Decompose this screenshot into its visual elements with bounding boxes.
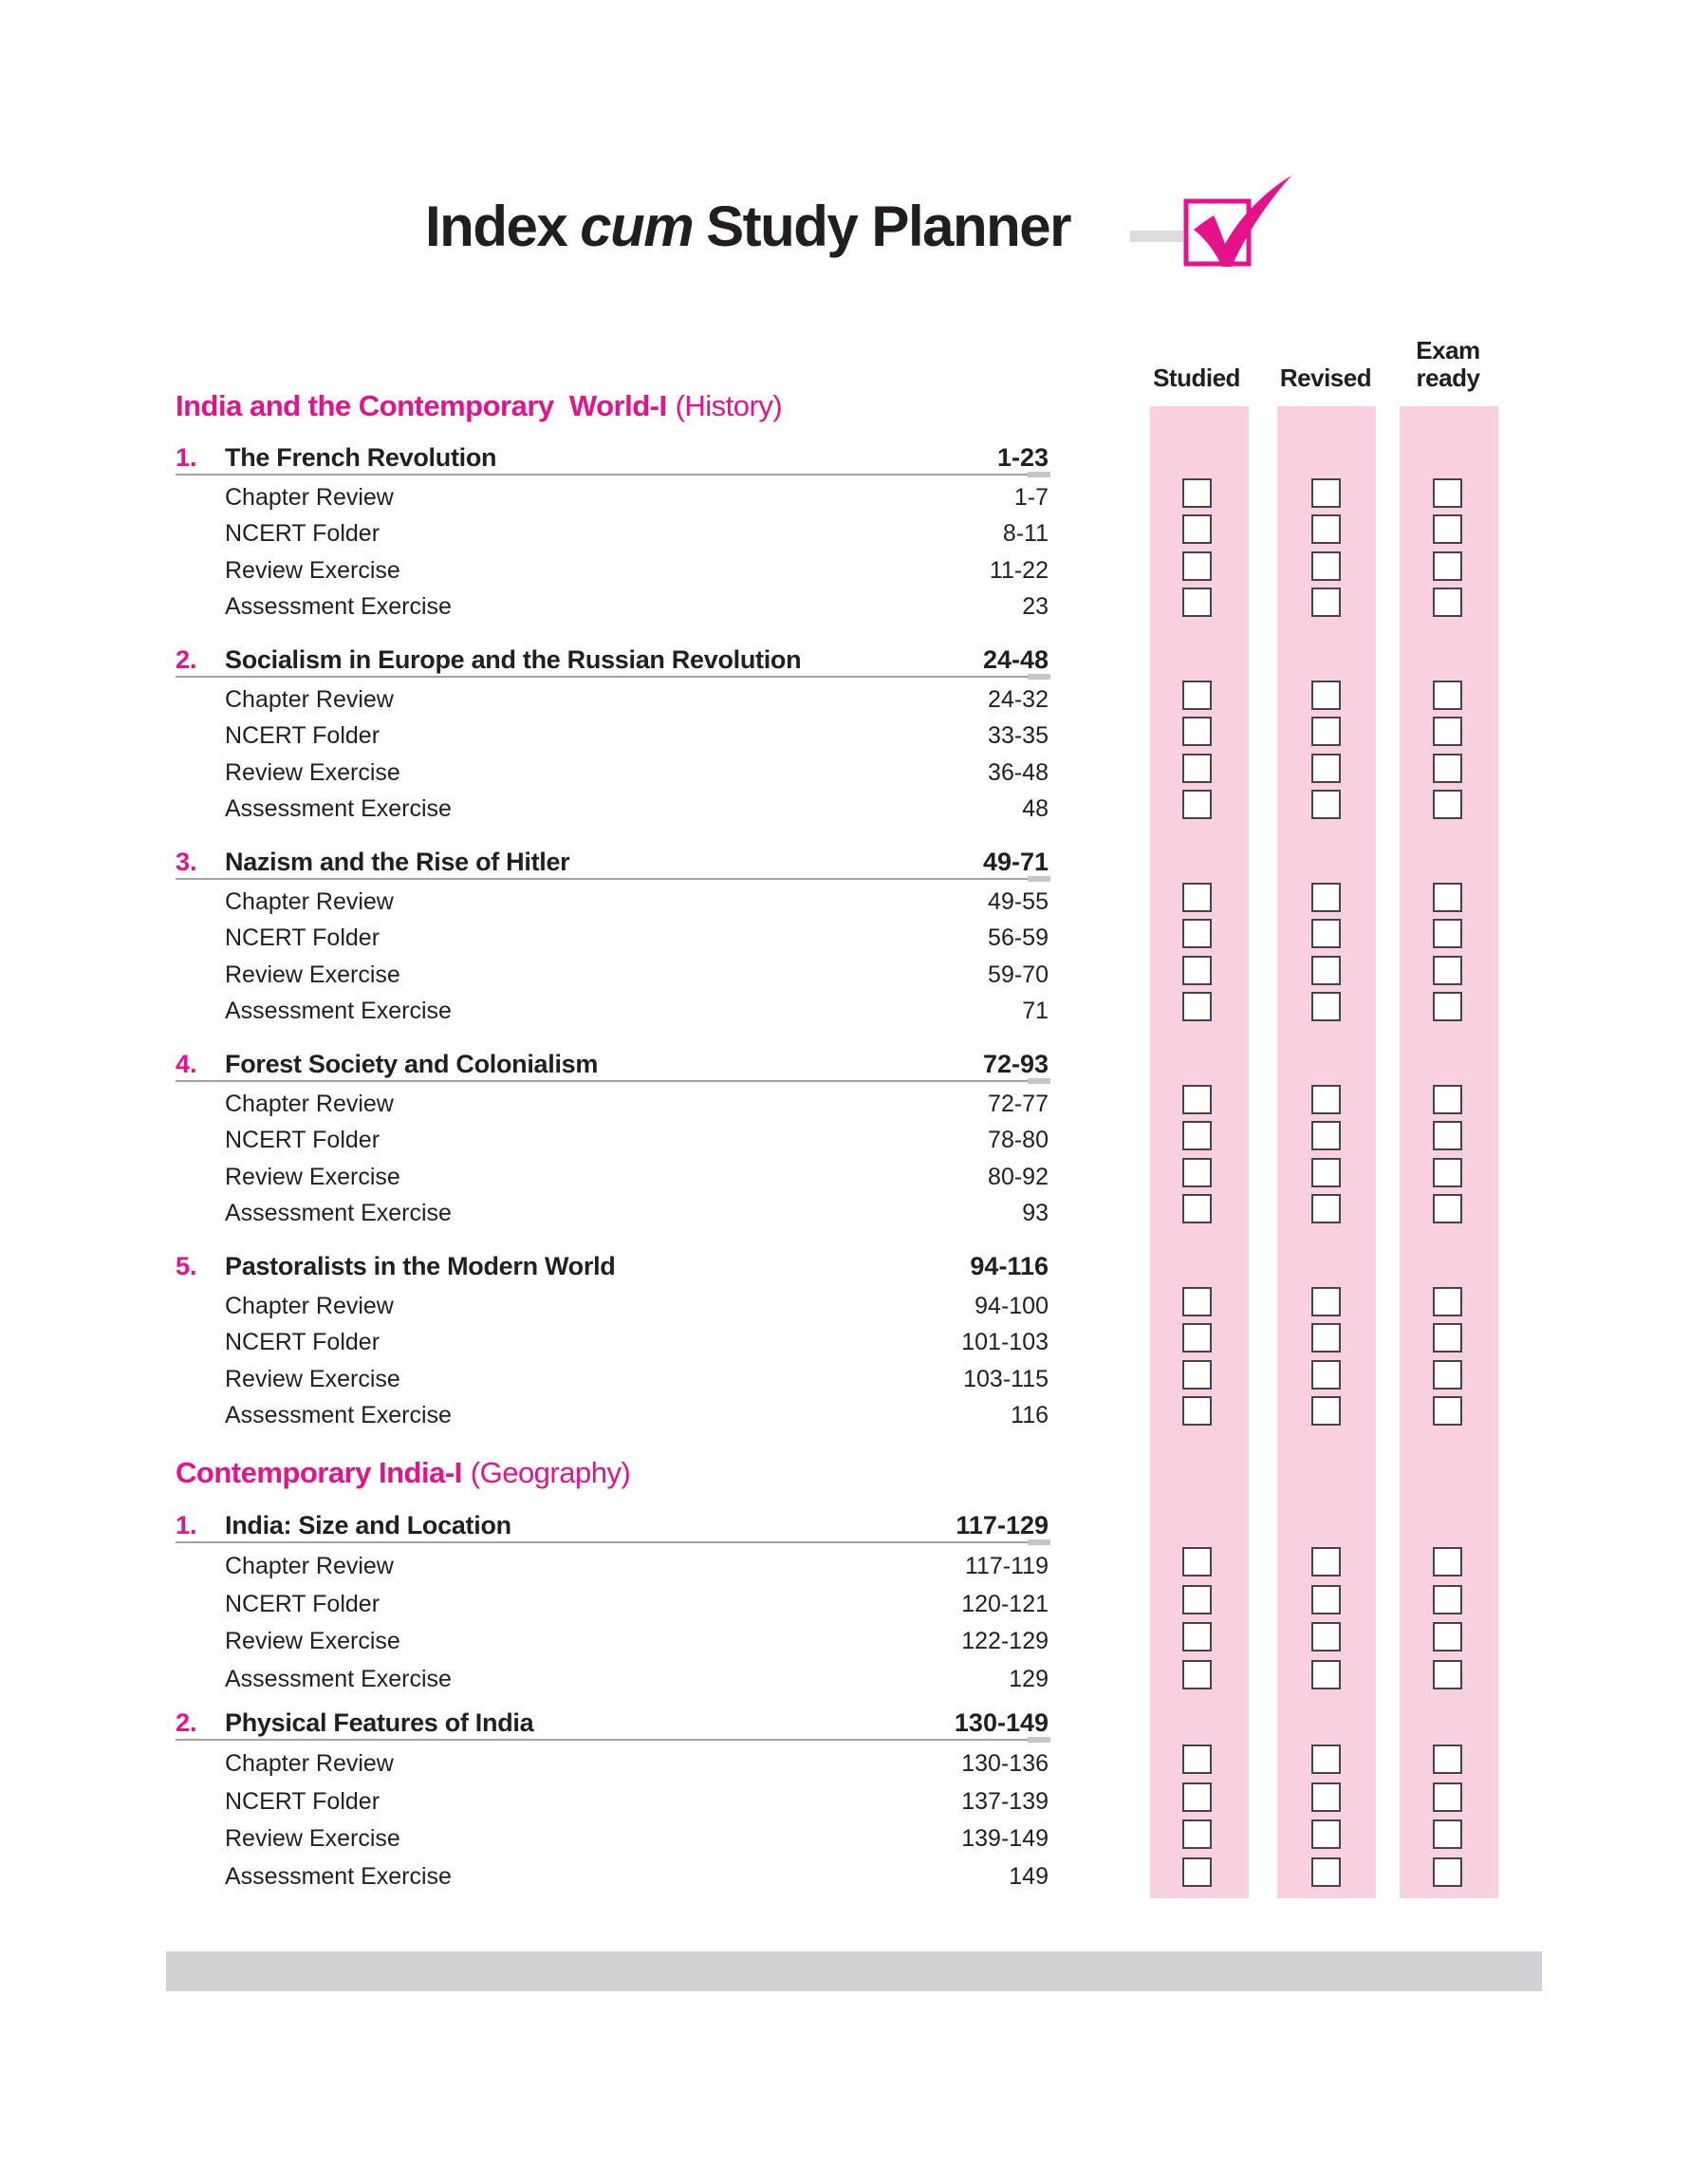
checkbox-studied[interactable] <box>1182 588 1212 617</box>
subitem-row <box>176 888 1049 917</box>
checkbox-exam-ready[interactable] <box>1433 1745 1462 1774</box>
subitem-label: Assessment Exercise <box>225 795 452 823</box>
checkbox-exam-ready[interactable] <box>1433 992 1462 1021</box>
checkbox-exam-ready[interactable] <box>1433 1660 1462 1689</box>
checkbox-revised[interactable] <box>1311 551 1341 581</box>
checkbox-revised[interactable] <box>1311 1547 1341 1577</box>
subitem-row <box>176 1091 1049 1119</box>
subitem-row <box>176 795 1049 824</box>
chapter-underline <box>176 676 1050 678</box>
subitem-row <box>176 1750 1049 1779</box>
subitem-row <box>176 722 1049 751</box>
subitem-label: Chapter Review <box>225 888 394 915</box>
subitem-row <box>176 1366 1049 1394</box>
underline-tick <box>1028 472 1050 477</box>
checkbox-exam-ready[interactable] <box>1433 1622 1462 1651</box>
checkbox-exam-ready[interactable] <box>1433 790 1462 819</box>
checkbox-studied[interactable] <box>1182 1323 1212 1353</box>
chapter-row <box>176 1252 1049 1282</box>
chapter-number: 5. <box>176 1252 197 1280</box>
section-heading-title: India and the Contemporary World-I <box>176 389 667 422</box>
checkbox-revised[interactable] <box>1311 1360 1341 1390</box>
subitem-label: Chapter Review <box>225 1750 394 1777</box>
subitem-pages: 56-59 <box>988 924 1049 952</box>
underline-tick <box>1028 876 1050 882</box>
subitem-row <box>176 1825 1049 1854</box>
subitem-pages: 78-80 <box>988 1127 1049 1154</box>
checkbox-revised[interactable] <box>1311 1121 1341 1150</box>
subitem-label: Assessment Exercise <box>225 1200 452 1227</box>
checkbox-studied[interactable] <box>1182 1121 1212 1150</box>
chapter-number: 1. <box>176 1511 197 1539</box>
checkbox-exam-ready[interactable] <box>1433 1360 1462 1390</box>
chapter-number: 2. <box>176 645 197 674</box>
chapter-title: Physical Features of India <box>225 1708 534 1737</box>
chapter-title: Socialism in Europe and the Russian Revolution <box>225 645 802 674</box>
checkbox-studied[interactable] <box>1182 1547 1212 1577</box>
checkbox-revised[interactable] <box>1311 681 1341 710</box>
subitem-pages: 33-35 <box>988 722 1049 750</box>
checkbox-studied[interactable] <box>1182 1622 1212 1651</box>
subitem-row <box>176 1553 1049 1581</box>
checkbox-studied[interactable] <box>1182 478 1212 508</box>
subitem-row <box>176 1666 1049 1694</box>
subitem-pages: 103-115 <box>963 1365 1049 1392</box>
title-dash <box>1130 231 1183 242</box>
chapter-underline <box>176 1080 1050 1082</box>
subitem-pages: 59-70 <box>988 961 1049 988</box>
checkbox-studied[interactable] <box>1182 1360 1212 1390</box>
checkbox-revised[interactable] <box>1311 1857 1341 1887</box>
subitem-label: Review Exercise <box>225 1825 400 1853</box>
subitem-label: NCERT Folder <box>225 924 381 952</box>
subitem-row <box>176 759 1049 788</box>
subitem-label: Assessment Exercise <box>225 1402 452 1429</box>
chapter-row <box>176 1050 1049 1080</box>
subitem-label: Review Exercise <box>225 1163 400 1190</box>
chapter-row <box>176 443 1049 474</box>
chapter-number: 4. <box>176 1050 197 1078</box>
checkbox-studied[interactable] <box>1182 551 1212 581</box>
checkbox-exam-ready[interactable] <box>1433 1782 1462 1812</box>
chapter-number: 3. <box>176 848 197 876</box>
chapter-pages: 49-71 <box>982 848 1049 876</box>
checkbox-studied[interactable] <box>1182 1396 1212 1426</box>
checkbox-exam-ready[interactable] <box>1433 1585 1462 1614</box>
checkbox-exam-ready[interactable] <box>1433 717 1462 746</box>
subitem-row <box>176 1127 1049 1155</box>
bottom-bar <box>166 1951 1542 1991</box>
chapter-pages: 130-149 <box>954 1708 1049 1737</box>
subitem-row <box>176 998 1049 1026</box>
subitem-label: Review Exercise <box>225 556 400 584</box>
checkbox-exam-ready[interactable] <box>1433 1287 1462 1316</box>
checkbox-revised[interactable] <box>1311 1158 1341 1187</box>
checkbox-exam-ready[interactable] <box>1433 1194 1462 1223</box>
subitem-pages: 1-7 <box>1013 484 1049 511</box>
chapter-row <box>176 1511 1049 1541</box>
checkbox-exam-ready[interactable] <box>1433 1158 1462 1187</box>
chapter-title: Nazism and the Rise of Hitler <box>225 848 570 876</box>
subitem-label: NCERT Folder <box>225 1787 381 1815</box>
checkbox-studied[interactable] <box>1182 1158 1212 1187</box>
checkbox-revised[interactable] <box>1311 1585 1341 1614</box>
subitem-pages: 11-22 <box>989 556 1049 584</box>
checkbox-revised[interactable] <box>1311 1660 1341 1689</box>
checkbox-studied[interactable] <box>1182 1660 1212 1689</box>
checkbox-revised[interactable] <box>1311 588 1341 617</box>
subitem-pages: 71 <box>1022 998 1049 1025</box>
checkbox-exam-ready[interactable] <box>1433 588 1462 617</box>
subitem-pages: 8-11 <box>1002 520 1049 548</box>
subitem-pages: 94-100 <box>975 1293 1049 1319</box>
subitem-pages: 80-92 <box>988 1163 1049 1190</box>
checkbox-exam-ready[interactable] <box>1433 1857 1462 1887</box>
underline-tick <box>1028 1078 1050 1084</box>
underline-tick <box>1028 1737 1050 1743</box>
checkbox-studied[interactable] <box>1182 956 1212 985</box>
chapter-number: 1. <box>176 443 197 472</box>
checkbox-revised[interactable] <box>1311 1323 1341 1353</box>
chapter-underline <box>176 878 1050 880</box>
subitem-label: Assessment Exercise <box>225 593 452 621</box>
chapter-pages: 24-48 <box>982 645 1049 674</box>
checkbox-exam-ready[interactable] <box>1433 1547 1462 1577</box>
subitem-pages: 72-77 <box>988 1091 1049 1117</box>
checkbox-studied[interactable] <box>1182 514 1212 544</box>
checkbox-studied[interactable] <box>1182 1085 1212 1114</box>
checkbox-studied[interactable] <box>1182 919 1212 948</box>
checkbox-revised[interactable] <box>1311 478 1341 508</box>
section-heading-subject: (History) <box>675 389 783 422</box>
checkbox-revised[interactable] <box>1311 956 1341 985</box>
subitem-label: NCERT Folder <box>225 722 381 750</box>
title-word-index: Index <box>425 195 567 258</box>
column-header-revised: Revised <box>1279 364 1372 392</box>
checkbox-exam-ready[interactable] <box>1433 551 1462 581</box>
checkbox-exam-ready[interactable] <box>1433 478 1462 508</box>
subitem-row <box>176 593 1049 622</box>
checkbox-exam-ready[interactable] <box>1433 956 1462 985</box>
subitem-row <box>176 1329 1049 1357</box>
checkbox-exam-ready[interactable] <box>1433 919 1462 948</box>
chapter-title: Pastoralists in the Modern World <box>225 1252 616 1280</box>
checkbox-revised[interactable] <box>1311 1396 1341 1426</box>
checkbox-revised[interactable] <box>1311 754 1341 783</box>
subitem-pages: 149 <box>1009 1862 1049 1890</box>
checkbox-studied[interactable] <box>1182 1782 1212 1812</box>
subitem-pages: 130-136 <box>961 1750 1049 1777</box>
checkbox-exam-ready[interactable] <box>1433 883 1462 912</box>
chapter-pages: 72-93 <box>982 1050 1049 1078</box>
subitem-row <box>176 686 1049 715</box>
chapter-row <box>176 645 1049 676</box>
chapter-underline <box>176 474 1050 476</box>
underline-tick <box>1028 674 1050 680</box>
subitem-label: Assessment Exercise <box>225 998 452 1025</box>
checkbox-exam-ready[interactable] <box>1433 1121 1462 1150</box>
checkbox-studied[interactable] <box>1182 681 1212 710</box>
checkbox-revised[interactable] <box>1311 919 1341 948</box>
subitem-pages: 122-129 <box>961 1628 1049 1655</box>
chapter-number: 2. <box>176 1708 197 1737</box>
checkbox-studied[interactable] <box>1182 1857 1212 1887</box>
subitem-row <box>176 484 1049 513</box>
page-title <box>425 194 1070 259</box>
checkbox-studied[interactable] <box>1182 790 1212 819</box>
subitem-label: NCERT Folder <box>225 1127 381 1154</box>
checkbox-revised[interactable] <box>1311 1194 1341 1223</box>
chapter-underline <box>176 1541 1050 1543</box>
title-words-study-planner: Study Planner <box>706 195 1071 258</box>
column-header-studied: Studied <box>1153 364 1240 392</box>
subitem-label: Review Exercise <box>225 758 400 786</box>
subitem-row <box>176 1164 1049 1192</box>
checkbox-revised[interactable] <box>1311 992 1341 1021</box>
chapter-pages: 117-129 <box>956 1511 1049 1539</box>
checkbox-revised[interactable] <box>1311 1622 1341 1651</box>
subitem-label: Chapter Review <box>225 1553 394 1579</box>
checkbox-exam-ready[interactable] <box>1433 514 1462 544</box>
subitem-label: Review Exercise <box>225 1365 400 1392</box>
checkbox-studied[interactable] <box>1182 1585 1212 1614</box>
checkbox-revised[interactable] <box>1311 1745 1341 1774</box>
subitem-pages: 120-121 <box>961 1590 1049 1617</box>
subitem-label: Chapter Review <box>225 686 394 713</box>
subitem-pages: 23 <box>1022 593 1049 621</box>
checkbox-studied[interactable] <box>1182 1819 1212 1849</box>
subitem-pages: 137-139 <box>961 1787 1049 1815</box>
subitem-row <box>176 1628 1049 1656</box>
subitem-row <box>176 1788 1049 1817</box>
section-heading-subject: (Geography) <box>470 1456 631 1489</box>
checkbox-exam-ready[interactable] <box>1433 1396 1462 1426</box>
checkbox-revised[interactable] <box>1311 883 1341 912</box>
chapter-title: The French Revolution <box>225 443 497 472</box>
checkbox-studied[interactable] <box>1182 1287 1212 1316</box>
subitem-pages: 24-32 <box>988 686 1049 713</box>
subitem-row <box>176 520 1049 549</box>
subitem-pages: 36-48 <box>988 758 1049 786</box>
checkbox-studied[interactable] <box>1182 992 1212 1021</box>
checkbox-revised[interactable] <box>1311 1819 1341 1849</box>
subitem-pages: 117-119 <box>964 1553 1049 1579</box>
chapter-underline <box>176 1739 1050 1741</box>
section-heading <box>176 389 782 423</box>
subitem-pages: 116 <box>1011 1402 1049 1429</box>
checkbox-revised[interactable] <box>1311 1287 1341 1316</box>
chapter-title: India: Size and Location <box>225 1511 511 1539</box>
subitem-label: NCERT Folder <box>225 520 381 548</box>
subitem-label: NCERT Folder <box>225 1329 381 1356</box>
checkbox-studied[interactable] <box>1182 1194 1212 1223</box>
checkbox-studied[interactable] <box>1182 754 1212 783</box>
subitem-pages: 49-55 <box>988 888 1049 915</box>
chapter-pages: 94-116 <box>970 1252 1049 1280</box>
checkbox-studied[interactable] <box>1182 1745 1212 1774</box>
subitem-label: Assessment Exercise <box>225 1862 452 1890</box>
checkbox-exam-ready[interactable] <box>1433 681 1462 710</box>
chapter-pages: 1-23 <box>996 443 1049 472</box>
subitem-label: Chapter Review <box>225 484 394 511</box>
subitem-row <box>176 557 1049 586</box>
checkbox-exam-ready[interactable] <box>1433 754 1462 783</box>
checkbox-revised[interactable] <box>1311 1782 1341 1812</box>
underline-tick <box>1028 1539 1050 1545</box>
chapter-row <box>176 1708 1049 1739</box>
section-heading-title: Contemporary India-I <box>176 1456 462 1489</box>
subitem-row <box>176 961 1049 990</box>
section-heading <box>176 1456 630 1490</box>
subitem-label: Review Exercise <box>225 961 400 988</box>
chapter-title: Forest Society and Colonialism <box>225 1050 599 1078</box>
subitem-pages: 93 <box>1022 1200 1049 1227</box>
checkbox-studied[interactable] <box>1182 883 1212 912</box>
chapter-row <box>176 848 1049 878</box>
subitem-pages: 129 <box>1009 1665 1049 1692</box>
column-header-exam-ready: Exam ready <box>1416 336 1480 392</box>
subitem-pages: 101-103 <box>961 1329 1049 1356</box>
subitem-label: NCERT Folder <box>225 1590 381 1617</box>
checkbox-exam-ready[interactable] <box>1433 1085 1462 1114</box>
subitem-row <box>176 924 1049 953</box>
subitem-row <box>176 1200 1049 1228</box>
subitem-row <box>176 1293 1049 1321</box>
checkbox-exam-ready[interactable] <box>1433 1323 1462 1353</box>
checkbox-revised[interactable] <box>1311 717 1341 746</box>
subitem-label: Assessment Exercise <box>225 1665 452 1692</box>
checkmark-logo-icon <box>1177 167 1302 289</box>
checkbox-revised[interactable] <box>1311 514 1341 544</box>
subitem-label: Chapter Review <box>225 1293 394 1319</box>
checkbox-studied[interactable] <box>1182 717 1212 746</box>
subitem-label: Chapter Review <box>225 1091 394 1117</box>
subitem-label: Review Exercise <box>225 1628 400 1655</box>
subitem-pages: 139-149 <box>961 1825 1049 1853</box>
subitem-pages: 48 <box>1022 795 1049 823</box>
subitem-row <box>176 1591 1049 1619</box>
checkbox-revised[interactable] <box>1311 790 1341 819</box>
checkbox-exam-ready[interactable] <box>1433 1819 1462 1849</box>
subitem-row <box>176 1863 1049 1892</box>
checkbox-revised[interactable] <box>1311 1085 1341 1114</box>
subitem-row <box>176 1402 1049 1430</box>
title-word-cum: cum <box>580 195 694 258</box>
